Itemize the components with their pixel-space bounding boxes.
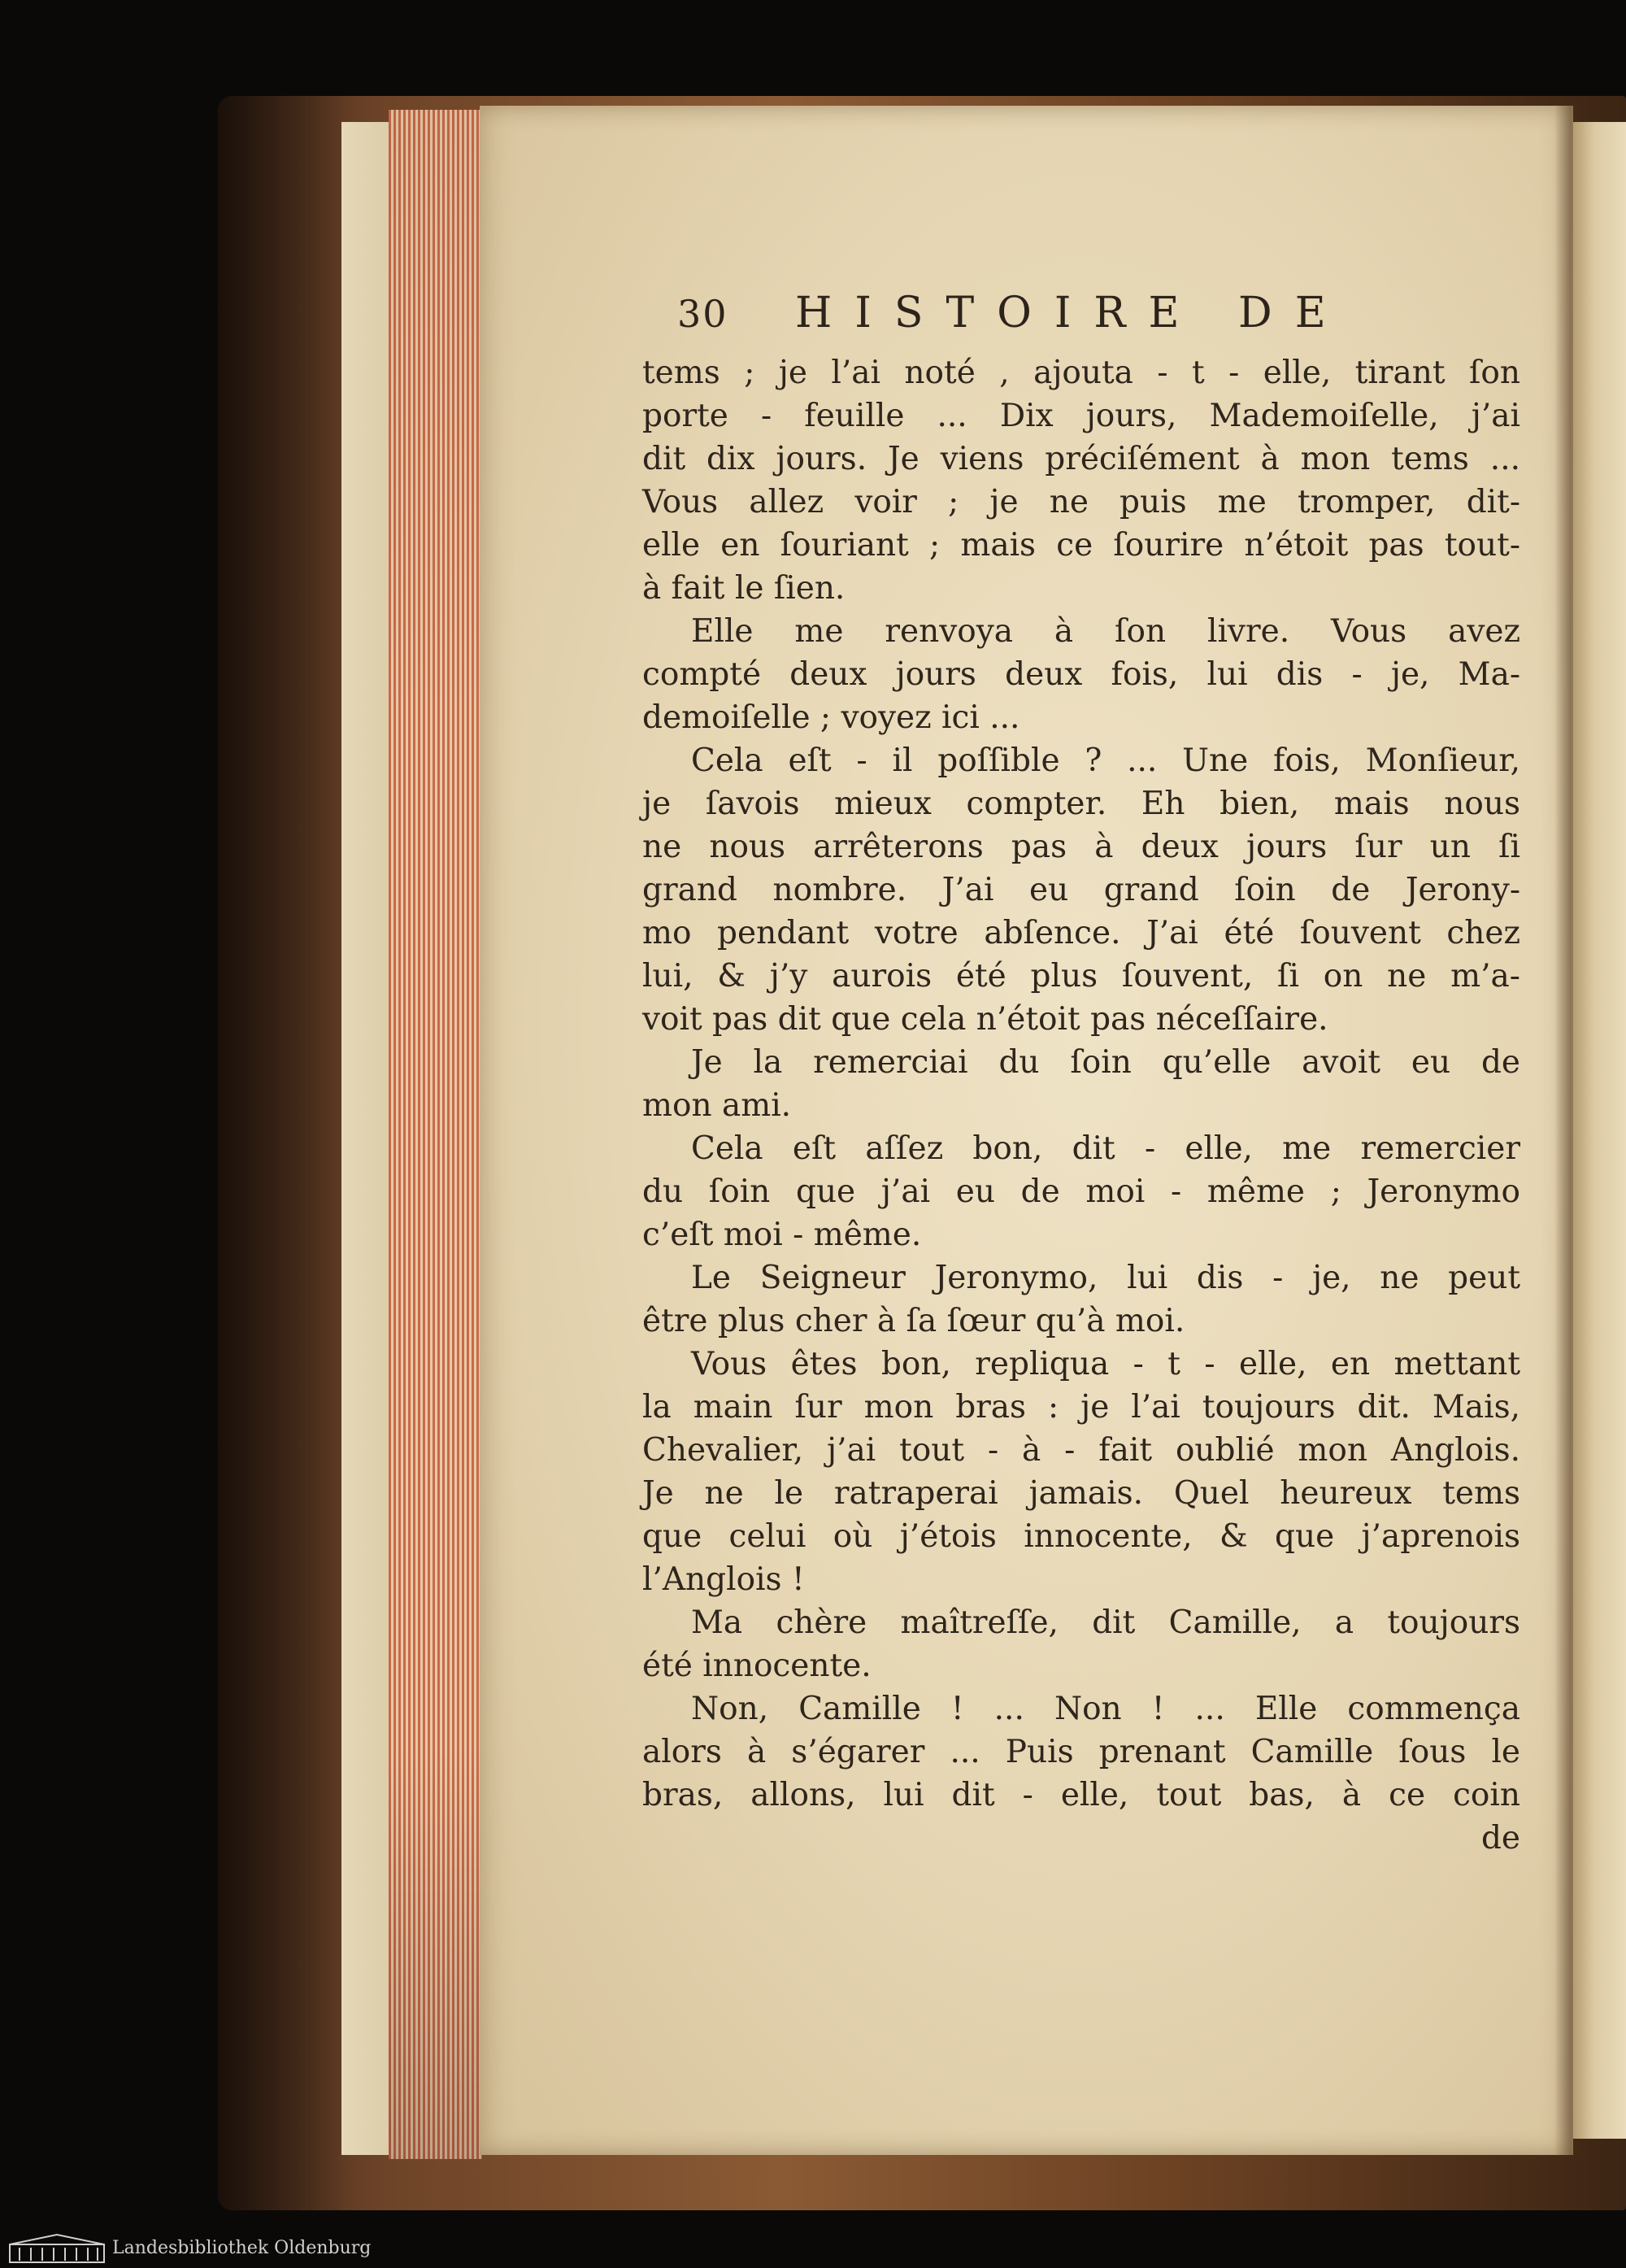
text-line: Chevalier, j’ai tout - à - fait oublié mon Anglois. <box>642 1432 1520 1469</box>
library-building-icon <box>8 2233 106 2264</box>
text-line: Elle me renvoya à ſon livre. Vous avez <box>691 613 1520 650</box>
library-name: Landesbibliothek Oldenburg <box>112 2238 372 2258</box>
text-line: Cela eſt aſſez bon, dit - elle, me remercier <box>691 1130 1520 1167</box>
text-line: c’eſt moi - même. <box>642 1217 922 1253</box>
text-line: compté deux jours deux fois, lui dis - je, Ma- <box>642 656 1520 693</box>
text-line: être plus cher à ſa ſœur qu’à moi. <box>642 1303 1185 1339</box>
text-line: voit pas dit que cela n’étoit pas néceſſaire. <box>642 1001 1328 1038</box>
running-title: HISTOIRE DE <box>795 289 1349 337</box>
text-line: dit dix jours. Je viens préciſément à mon tems ... <box>642 441 1520 477</box>
text-line: Non, Camille ! ... Non ! ... Elle commença <box>691 1691 1520 1727</box>
text-line: lui, & j’y aurois été plus ſouvent, ſi on ne m’a- <box>642 958 1520 995</box>
page-edge-shade <box>389 110 482 2159</box>
text-line: Vous allez voir ; je ne puis me tromper, dit- <box>642 484 1520 520</box>
text-line: Le Seigneur Jeronymo, lui dis - je, ne peut <box>691 1260 1520 1296</box>
page-text <box>642 351 1520 1860</box>
text-line: à fait le ſien. <box>642 570 846 607</box>
text-line: Vous êtes bon, repliqua - t - elle, en mettant <box>691 1346 1520 1382</box>
text-line: que celui où j’étois innocente, & que j’aprenois <box>642 1518 1520 1555</box>
cover-shadow <box>218 96 348 2210</box>
page-number: 30 <box>677 292 728 336</box>
text-line: bras, allons, lui dit - elle, tout bas, à ce coin <box>642 1777 1520 1813</box>
text-line: demoiſelle ; voyez ici ... <box>642 699 1020 736</box>
catchword: de <box>1480 1820 1520 1857</box>
text-line: alors à s’égarer ... Puis prenant Camille ſous le <box>642 1734 1520 1770</box>
text-line: Je la remerciai du ſoin qu’elle avoit eu de <box>691 1044 1520 1081</box>
footer-bar <box>0 2230 1626 2268</box>
facing-page-edge <box>1573 122 1626 2139</box>
text-line: mo pendant votre abſence. J’ai été ſouvent chez <box>642 915 1520 951</box>
running-header <box>677 289 1523 346</box>
text-line: Je ne le ratraperai jamais. Quel heureux tems <box>642 1475 1520 1512</box>
text-line: du ſoin que j’ai eu de moi - même ; Jeronymo <box>642 1173 1520 1210</box>
text-line: la main ſur mon bras : je l’ai toujours dit. Mais, <box>642 1389 1520 1426</box>
text-line: Ma chère maîtreſſe, dit Camille, a toujours <box>691 1604 1520 1641</box>
text-line: elle en ſouriant ; mais ce ſourire n’étoit pas tout- <box>642 527 1520 564</box>
text-line: porte - feuille ... Dix jours, Mademoiſelle, j’ai <box>642 398 1520 434</box>
text-line: tems ; je l’ai noté , ajouta - t - elle, tirant ſon <box>642 355 1520 391</box>
text-line: été innocente. <box>642 1648 872 1684</box>
text-line: je ſavois mieux compter. Eh bien, mais nous <box>642 786 1520 822</box>
text-line: grand nombre. J’ai eu grand ſoin de Jerony- <box>642 872 1520 908</box>
text-line: l’Anglois ! <box>642 1561 805 1598</box>
text-line: Cela eſt - il poſſible ? ... Une fois, Monſieur, <box>691 742 1520 779</box>
text-line: ne nous arrêterons pas à deux jours ſur un ſi <box>642 829 1520 865</box>
text-line: mon ami. <box>642 1087 792 1124</box>
